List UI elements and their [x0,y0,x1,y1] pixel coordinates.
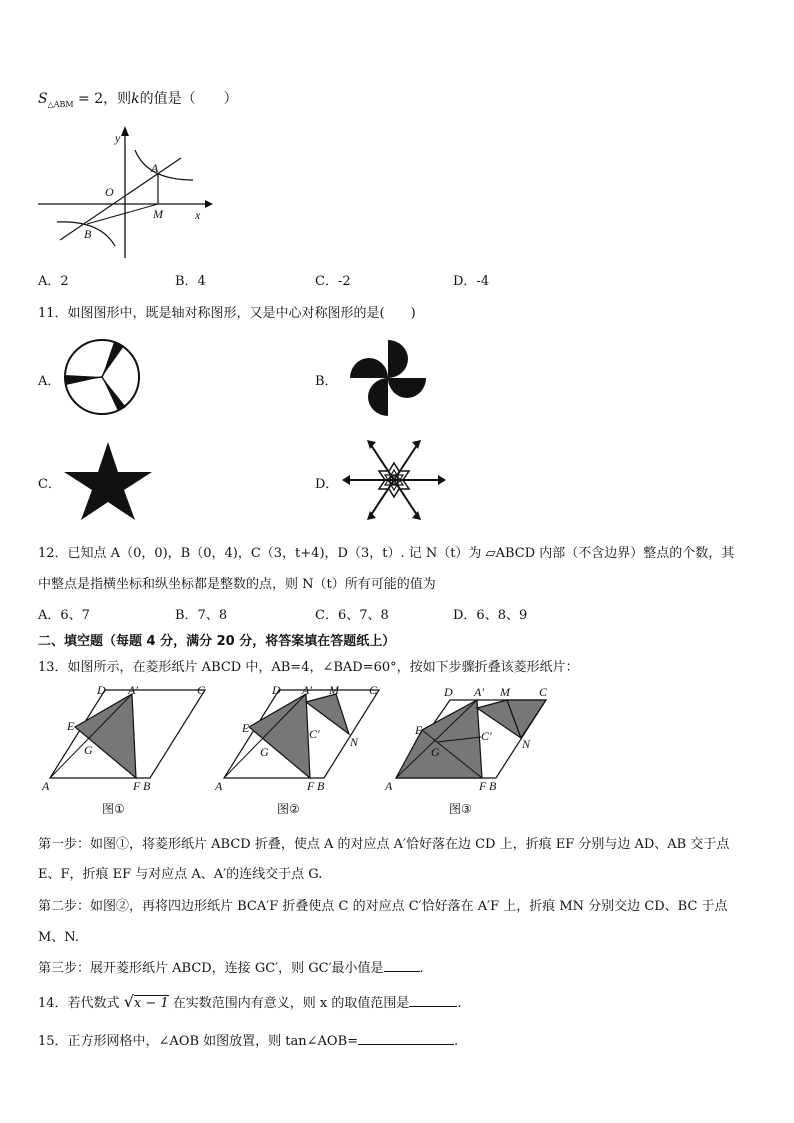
area-symbol: S [38,91,48,107]
figure-a-circle [62,337,142,417]
fig2-b: B [317,779,325,793]
fold-figure-2 [212,682,392,817]
fig2-f: F [307,779,315,793]
fig1-d: D [97,683,106,697]
q13-step1-line2: E、F，折痕 EF 与对应点 A、A′的连线交于点 G. [38,867,323,882]
q14-post: 在实数范围内有意义，则 x 的取值范围是 [172,996,410,1011]
q13-step1-line1: 第一步：如图①，将菱形纸片 ABCD 折叠，使点 A 的对应点 A′恰好落在边 CD 上，折痕 EF 分别与边 AD、AB 交于点 [38,837,730,852]
q14-radicand: x − 1 [133,996,169,1011]
fig2-a: A [215,779,223,793]
fig2-d: D [272,683,281,697]
graph-point-m: M [153,207,163,221]
fig1-a: A [42,779,50,793]
q10-stem-var: k [131,91,140,107]
fig3-f: F [479,779,487,793]
fig1-g: G [84,743,93,757]
q14-end: . [457,996,462,1011]
q11-label-a[interactable]: A． [38,374,61,389]
q13-step2-line2: M、N. [38,930,79,945]
q10-graph [35,122,235,262]
fig3-caption: 图③ [449,802,472,816]
fold-figure-3 [382,682,562,817]
fold-figure-1 [40,682,220,817]
graph-x-label: x [195,208,201,222]
fig3-b: B [489,779,497,793]
fig2-caption: 图② [277,802,300,816]
q13-step3-text: 第三步：展开菱形纸片 ABCD，连接 GC′，则 GC′最小值是 [38,961,384,976]
fig3-g: G [431,745,440,759]
q13-step2-line1: 第二步：如图②，再将四边形纸片 BCA′F 折叠使点 C 的对应点 C′恰好落在 A′F 上，折痕 MN 分别交边 CD、BC 于点 [38,899,728,914]
fig1-e: E [67,719,75,733]
q15-answer-blank[interactable] [358,1032,454,1045]
fig2-g: G [260,745,269,759]
q10-option-a[interactable]: A．2 [38,274,69,289]
fig1-b: B [143,779,151,793]
graph-origin-label: O [105,185,114,199]
fig3-a: A [385,779,393,793]
fig3-d: D [444,685,453,699]
fig3-m: M [500,685,510,699]
fig3-c-prime: C′ [481,729,492,743]
fig3-n: N [522,737,531,751]
q10-option-c[interactable]: C．-2 [315,274,351,289]
fig2-c-prime: C′ [309,727,320,741]
fig2-a-prime: A′ [302,683,312,697]
fig2-m: M [329,683,339,697]
q15-end: . [454,1034,459,1049]
q11-stem: 11．如图图形中，既是轴对称图形，又是中心对称图形的是( ) [38,306,416,321]
q14-pre: 14．若代数式 [38,996,120,1011]
figure-d-snowflake [340,440,450,520]
graph-point-a: A [151,161,159,175]
q12-option-c[interactable]: C．6、7、8 [315,608,389,623]
sqrt-sign: √ [123,992,134,1011]
q10-option-b[interactable]: B．4 [175,274,206,289]
q12-option-d[interactable]: D．6、8、9 [453,608,528,623]
fig2-e: E [242,721,250,735]
fig1-a-prime: A′ [128,683,138,697]
fig3-e: E [415,723,423,737]
figure-c-star [60,440,160,520]
area-subscript: △ABM [47,99,74,109]
q12-stem-line1: 12．已知点 A（0，0)，B（0，4)，C（3，t+4)，D（3，t）. 记 N（t）为 ▱ABCD 内部（不含边界）整点的个数，其 [38,546,735,561]
q10-option-d[interactable]: D．-4 [453,274,490,289]
section-heading: 二、填空题（每题 4 分，满分 20 分，将答案填在答题纸上） [38,634,396,649]
q12-option-b[interactable]: B．7、8 [175,608,228,623]
q10-stem [38,88,238,109]
fig2-n: N [350,735,359,749]
q12-option-a[interactable]: A．6、7 [38,608,90,623]
q14-answer-blank[interactable] [409,994,457,1007]
fig3-a-prime: A′ [474,685,484,699]
q12-stem-line2: 中整点是指横坐标和纵坐标都是整数的点，则 N（t）所有可能的值为 [38,577,436,592]
q14 [38,992,462,1011]
q13-step3 [38,957,424,976]
q15-pre: 15．正方形网格中，∠AOB 如图放置，则 tan∠AOB= [38,1034,359,1049]
fig1-caption: 图① [102,802,125,816]
graph-y-label: y [115,131,121,145]
fig1-c: C [197,683,206,697]
fig2-c: C [369,683,378,697]
q15 [38,1030,458,1049]
q11-label-d[interactable]: D． [315,477,339,492]
q13-step3-end: . [419,961,424,976]
q11-label-b[interactable]: B． [315,374,338,389]
figure-b-pinwheel [338,338,438,418]
fig3-c: C [539,685,548,699]
q13-answer-blank[interactable] [384,959,420,972]
graph-point-b: B [84,227,92,241]
q13-stem: 13．如图所示，在菱形纸片 ABCD 中，AB=4，∠BAD=60°，按如下步骤折叠该菱形纸片： [38,660,579,675]
fig1-f: F [133,779,141,793]
q10-stem-eq: = 2，则 [78,91,132,107]
q11-label-c[interactable]: C． [38,477,61,492]
q10-stem-tail: 的值是（ ） [139,91,238,107]
